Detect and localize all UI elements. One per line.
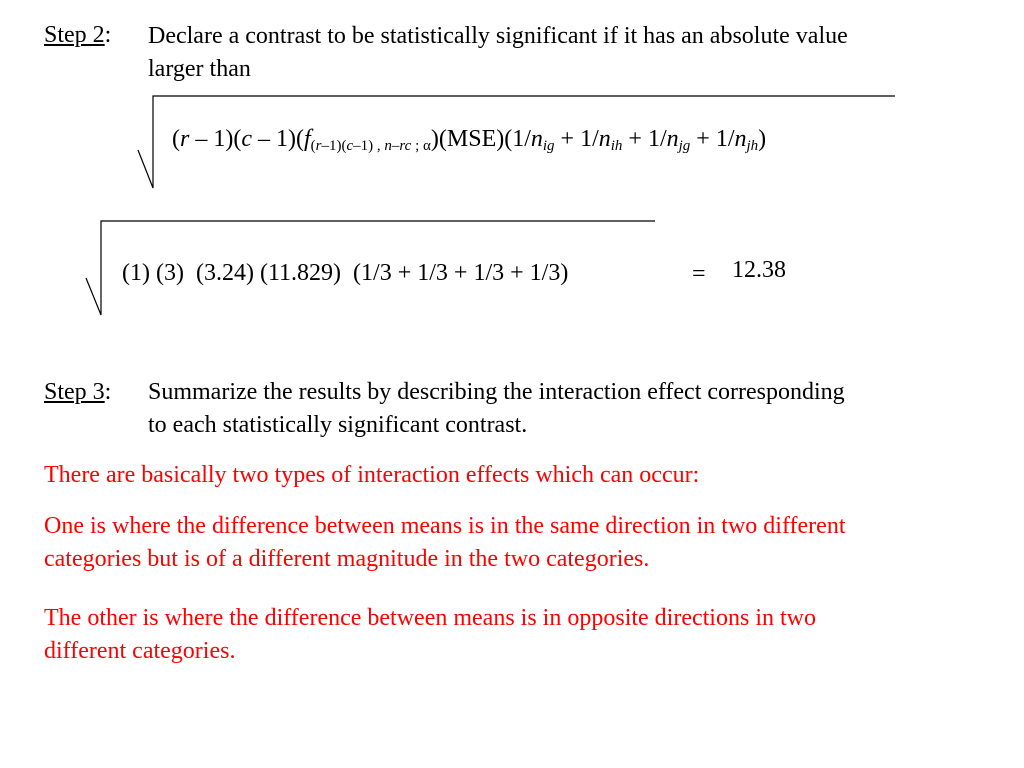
formula-part: ( xyxy=(310,138,316,154)
step2-line1: Declare a contrast to be statistically significant if it has an absolute value xyxy=(148,23,848,49)
computation-terms: (1) (3) (3.24) (11.829) (1/3 + 1/3 + 1/3 + 1/3) xyxy=(122,260,569,286)
formula-var-n: n xyxy=(734,126,747,152)
step2-line2: larger than xyxy=(148,56,251,82)
step3-heading xyxy=(44,377,111,407)
formula-part: )(MSE)(1/ xyxy=(430,126,531,152)
interaction-type-two-line1: The other is where the difference between means is in opposite directions in two xyxy=(44,605,816,631)
step2-colon: : xyxy=(104,22,112,48)
interaction-type-one-line1: One is where the difference between means is in the same direction in two different xyxy=(44,513,846,539)
computation-result: 12.38 xyxy=(732,257,786,283)
interaction-type-two-line2: different categories. xyxy=(44,638,236,664)
step3-label: Step 3 xyxy=(44,379,105,405)
significance-formula xyxy=(172,124,766,154)
formula-var-n: n xyxy=(598,126,611,152)
formula-part: ( xyxy=(172,126,180,152)
formula-var-c: c xyxy=(241,126,252,152)
formula-subscript: jg xyxy=(678,138,691,154)
formula-part: –1)( xyxy=(321,138,347,154)
step3-colon: : xyxy=(104,379,112,405)
formula-var-r: r xyxy=(315,138,322,154)
formula-part: + 1/ xyxy=(690,126,735,152)
computation-equals: = xyxy=(692,261,706,287)
formula-subscript: ig xyxy=(542,138,555,154)
step2-heading xyxy=(44,20,111,50)
formula-part: ) xyxy=(758,126,767,152)
formula-part: –1) , xyxy=(353,138,385,154)
formula-alpha: α xyxy=(423,138,431,154)
formula-part: – 1)( xyxy=(251,126,304,152)
formula-f-subscript xyxy=(311,138,431,154)
formula-part: + 1/ xyxy=(554,126,599,152)
formula-part: – xyxy=(391,138,400,154)
step3-line2: to each statistically significant contrast. xyxy=(148,412,528,438)
interaction-types-intro: There are basically two types of interaction effects which can occur: xyxy=(44,462,700,488)
formula-var-n: n xyxy=(530,126,543,152)
formula-var-rc: rc xyxy=(399,138,412,154)
formula-var-r: r xyxy=(180,126,190,152)
formula-var-n: n xyxy=(384,138,392,154)
formula-part: + 1/ xyxy=(622,126,667,152)
formula-var-c: c xyxy=(346,138,354,154)
formula-part: – 1)( xyxy=(189,126,242,152)
formula-var-f: f xyxy=(303,126,311,152)
formula-subscript: jh xyxy=(746,138,759,154)
step2-label: Step 2 xyxy=(44,22,105,48)
interaction-type-one-line2: categories but is of a different magnitude in the two categories. xyxy=(44,546,650,572)
formula-part: ; xyxy=(411,138,424,154)
formula-subscript: ih xyxy=(610,138,623,154)
formula-var-n: n xyxy=(666,126,679,152)
step3-line1: Summarize the results by describing the interaction effect corresponding xyxy=(148,379,845,405)
